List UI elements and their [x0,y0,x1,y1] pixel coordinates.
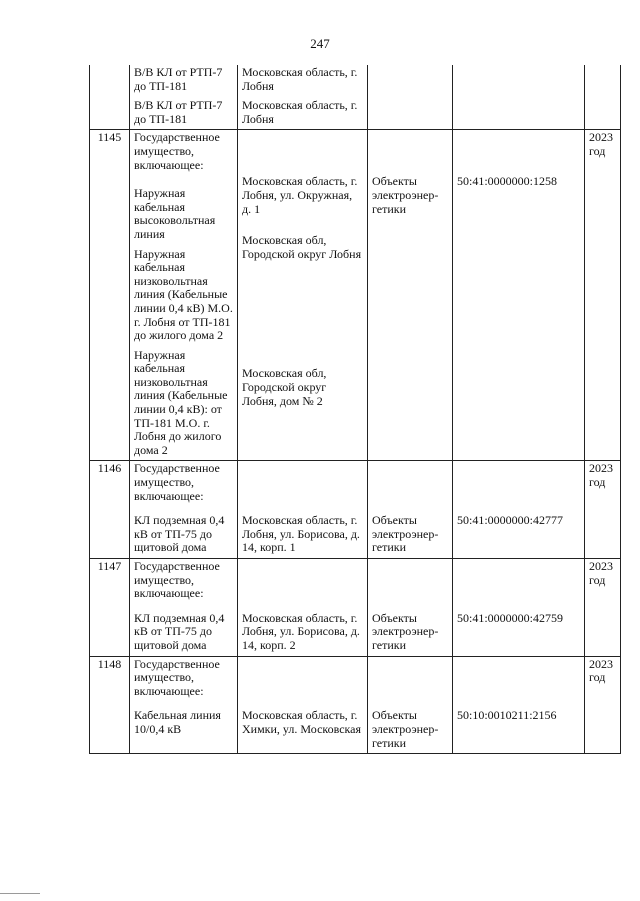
table-row [90,461,621,506]
object-address: Московская область, г. Лобня, ул. Окружная, д. 1 [242,174,358,216]
name-cell [130,65,238,130]
object-name: Наружная кабельная низковольтная линия (Кабельные линии 0,4 кВ) М.О. г. Лобня от ТП-181 до жилого дома 2 [134,246,233,343]
table-row [90,506,621,558]
object-name: Наружная кабельная низковольтная линия (Кабельные линии 0,4 кВ): от ТП-181 М.О. г. Лобня до жилого дома 2 [134,347,228,457]
year-cell: 2023 год [585,656,621,701]
group-header: Государственное имущество, включающее: [130,461,238,506]
row-number: 1147 [90,559,130,604]
cadastral-number: 50:41:0000000:1258 [457,174,558,189]
object-type: Объекты электроэнер-гетики [368,604,453,656]
cadastral-cell [453,65,585,130]
object-address: Московская область, г. Лобня, ул. Борисова, д. 14, корп. 2 [238,604,368,656]
name-cell [130,130,238,461]
group-header: Государственное имущество, включающее: [130,559,238,604]
object-name: КЛ подземная 0,4 кВ от ТП-75 до щитовой дома [130,506,238,558]
cadastral-number: 50:41:0000000:42777 [453,506,585,558]
object-name: Наружная кабельная высоковольтная линия [134,186,216,241]
address-cell [238,65,368,130]
object-name: В/В КЛ от РТП-7 до ТП-181 [134,65,223,93]
year-cell: 2023 год [585,559,621,604]
object-address: Московская область, г. Лобня, ул. Борисова, д. 14, корп. 1 [238,506,368,558]
row-number: 1146 [90,461,130,506]
number-cell [90,65,130,130]
object-address: Московская область, г. Лобня [242,65,358,93]
object-address: Московская обл, Городской округ Лобня, дом № 2 [242,366,327,408]
object-type: Объекты электроэнер-гетики [368,506,453,558]
object-address: Московская обл, Городской округ Лобня [242,233,362,261]
cadastral-number: 50:41:0000000:42759 [453,604,585,656]
table-row [90,604,621,656]
object-address: Московская область, г. Лобня [242,98,358,126]
year-cell: 2023 год [585,130,621,461]
page-number: 247 [310,36,330,51]
year-cell: 2023 год [585,461,621,506]
property-registry-table [89,65,621,754]
address-cell [238,130,368,461]
table-row [90,130,621,461]
row-number: 1145 [90,130,130,461]
object-name: Кабельная линия 10/0,4 кВ [130,701,238,753]
object-address: Московская область, г. Химки, ул. Московская [238,701,368,753]
table-row [90,65,621,130]
scan-edge-mark [0,893,40,894]
object-name: В/В КЛ от РТП-7 до ТП-181 [134,98,223,126]
cadastral-number: 50:10:0010211:2156 [453,701,585,753]
object-name: КЛ подземная 0,4 кВ от ТП-75 до щитовой дома [130,604,238,656]
group-header: Государственное имущество, включающее: [130,656,238,701]
object-type: Объекты электроэнер-гетики [372,174,439,216]
table-row [90,656,621,701]
object-type: Объекты электроэнер-гетики [368,701,453,753]
table-row [90,701,621,753]
type-cell [368,130,453,461]
cadastral-cell [453,130,585,461]
group-header: Государственное имущество, включающее: [134,130,220,172]
year-cell [585,65,621,130]
type-cell [368,65,453,130]
row-number: 1148 [90,656,130,701]
table-row [90,559,621,604]
